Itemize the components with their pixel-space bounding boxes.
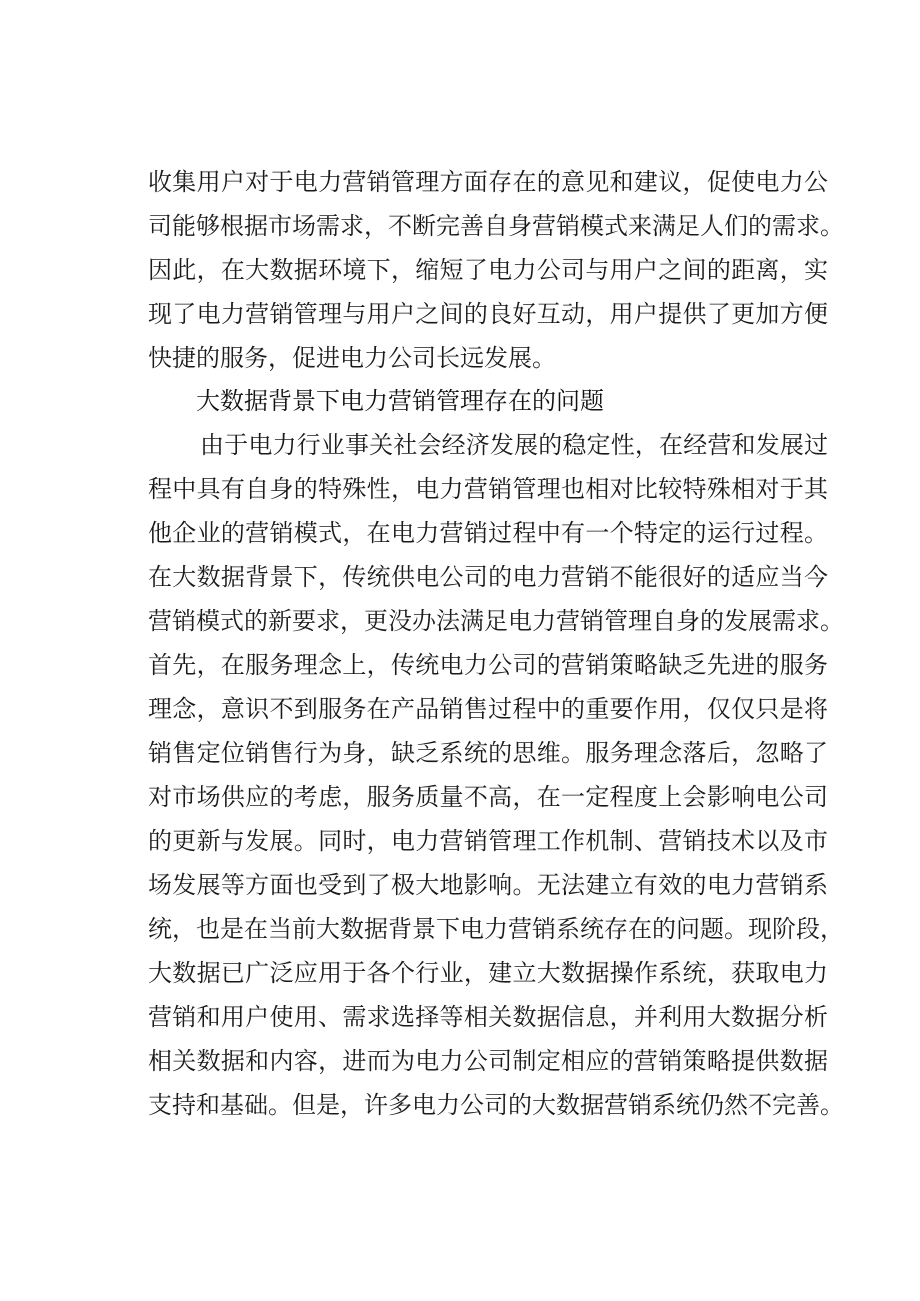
paragraph1-line-1: 收集用户对于电力营销管理方面存在的意见和建议，促使电力公 xyxy=(148,168,828,196)
paragraph1-line-3: 因此，在大数据环境下，缩短了电力公司与用户之间的距离，实 xyxy=(148,256,828,284)
paragraph2-line-9: 对市场供应的考虑，服务质量不高，在一定程度上会影响电公司 xyxy=(148,783,828,811)
section-heading: 大数据背景下电力营销管理存在的问题 xyxy=(196,387,604,415)
paragraph2-line-4: 在大数据背景下，传统供电公司的电力营销不能很好的适应当今 xyxy=(148,563,828,591)
paragraph2-line-5: 营销模式的新要求，更没办法满足电力营销管理自身的发展需求。 xyxy=(148,607,844,635)
paragraph2-line-7: 理念，意识不到服务在产品销售过程中的重要作用，仅仅只是将 xyxy=(148,695,828,723)
paragraph2-line-15: 相关数据和内容，进而为电力公司制定相应的营销策略提供数据 xyxy=(148,1047,828,1075)
paragraph2-line-14: 营销和用户使用、需求选择等相关数据信息，并利用大数据分析 xyxy=(148,1003,828,1031)
paragraph1-line-2: 司能够根据市场需求，不断完善自身营销模式来满足人们的需求。 xyxy=(148,212,844,240)
paragraph2-line-12: 统，也是在当前大数据背景下电力营销系统存在的问题。现阶段， xyxy=(148,915,844,943)
paragraph2-line-10: 的更新与发展。同时，电力营销管理工作机制、营销技术以及市 xyxy=(148,827,828,855)
paragraph2-line-8: 销售定位销售行为身，缺乏系统的思维。服务理念落后，忽略了 xyxy=(148,739,828,767)
paragraph2-line-13: 大数据已广泛应用于各个行业，建立大数据操作系统，获取电力 xyxy=(148,959,828,987)
paragraph2-line-2: 程中具有自身的特殊性，电力营销管理也相对比较特殊相对于其 xyxy=(148,475,828,503)
paragraph2-line-11: 场发展等方面也受到了极大地影响。无法建立有效的电力营销系 xyxy=(148,871,828,899)
paragraph2-line-16: 支持和基础。但是，许多电力公司的大数据营销系统仍然不完善。 xyxy=(148,1091,844,1119)
paragraph2-line-6: 首先，在服务理念上，传统电力公司的营销策略缺乏先进的服务 xyxy=(148,651,828,679)
paragraph1-line-5: 快捷的服务，促进电力公司长远发展。 xyxy=(148,344,556,372)
paragraph2-line-3: 他企业的营销模式，在电力营销过程中有一个特定的运行过程。 xyxy=(148,519,828,547)
paragraph2-line-1: 由于电力行业事关社会经济发展的稳定性，在经营和发展过 xyxy=(200,431,828,459)
paragraph1-line-4: 现了电力营销管理与用户之间的良好互动，用户提供了更加方便 xyxy=(148,300,828,328)
